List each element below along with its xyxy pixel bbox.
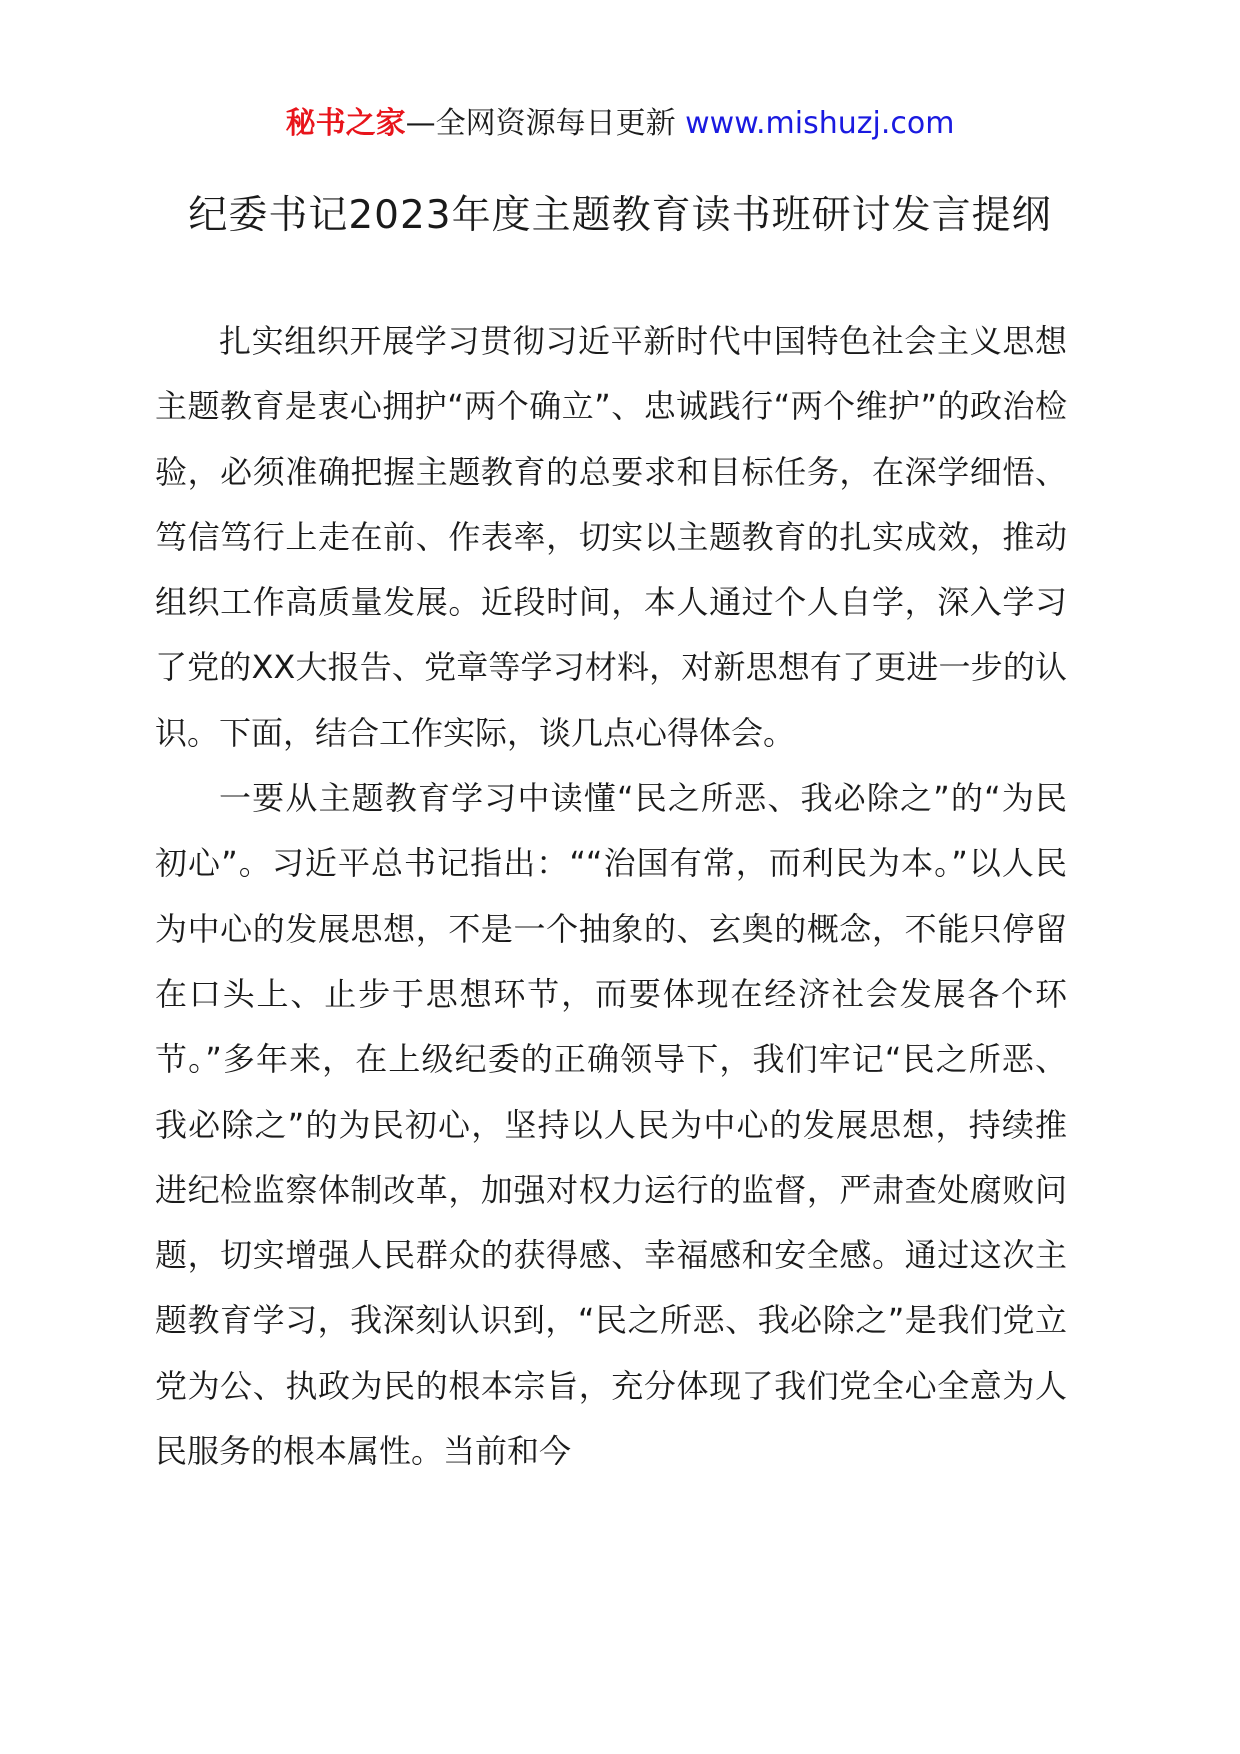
- paragraph-intro: 扎实组织开展学习贯彻习近平新时代中国特色社会主义思想主题教育是衷心拥护“两个确立”、忠诚践行“两个维护”的政治检验，必须准确把握主题教育的总要求和目标任务，在深学细悟、笃信笃行上走在前、作表率，切实以主题教育的扎实成效，推动组织工作高质量发展。近段时间，本人通过个人自学，深入学习了党的XX大报告、党章等学习材料，对新思想有了更进一步的认识。下面，结合工作实际，谈几点心得体会。: [155, 322, 1067, 752]
- site-url-link[interactable]: www.mishuzj.com: [685, 106, 955, 141]
- document-body: [155, 309, 1067, 1484]
- site-header: [0, 100, 1240, 148]
- paragraph-point-one: 一要从主题教育学习中读懂“民之所恶、我必除之”的“为民初心”。习近平总书记指出：““治国有常，而利民为本。”以人民为中心的发展思想，不是一个抽象的、玄奥的概念，不能只停留在口头上、止步于思想环节，而要体现在经济社会发展各个环节。”多年来，在上级纪委的正确领导下，我们牢记“民之所恶、我必除之”的为民初心，坚持以人民为中心的发展思想，持续推进纪检监察体制改革，加强对权力运行的监督，严肃查处腐败问题，切实增强人民群众的获得感、幸福感和安全感。通过这次主题教育学习，我深刻认识到，“民之所恶、我必除之”是我们党立党为公、执政为民的根本宗旨，充分体现了我们党全心全意为人民服务的根本属性。当前和今: [155, 779, 1067, 1471]
- document-title: 纪委书记2023年度主题教育读书班研讨发言提纲: [188, 193, 1052, 238]
- brand-name: 秘书之家: [285, 106, 406, 141]
- header-tagline: —全网资源每日更新: [405, 106, 686, 141]
